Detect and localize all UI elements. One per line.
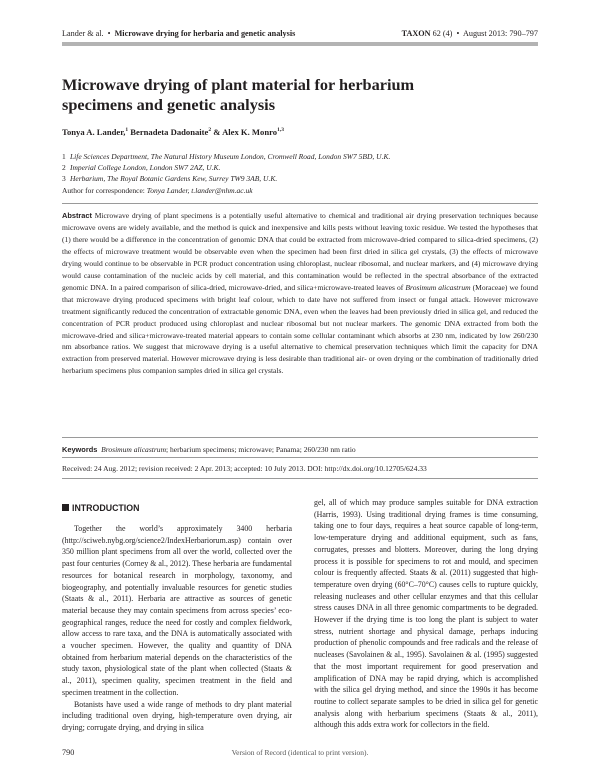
journal-issue: 62 (4) bbox=[432, 29, 453, 38]
body-paragraph: Botanists have used a wide range of methods to dry plant material including traditional oven drying, high-temperature oven drying, air drying; corrugate drying, and drying in silica bbox=[62, 699, 292, 732]
journal-name: TAXON bbox=[401, 29, 431, 38]
keywords-top-rule bbox=[62, 437, 538, 438]
page-number: 790 bbox=[62, 748, 75, 757]
affiliations bbox=[62, 151, 542, 196]
header-rule bbox=[62, 42, 538, 46]
keywords-species: Brosimum alicastrum bbox=[101, 445, 167, 454]
affiliation-text: Life Sciences Department, The Natural History Museum London, Cromwell Road, London SW7 5BD, U.K. bbox=[70, 152, 391, 161]
author-affil-sup: 1,3 bbox=[277, 127, 284, 133]
affiliation-number: 2 bbox=[62, 163, 66, 173]
body-paragraph: gel, all of which may produce samples suitable for DNA extraction (Harris, 1993). Using traditional drying frames is time consuming, taking one to four days, requires a heat source capable of long-term, low-temperature drying and additional equipment, such as fans, corrugates, presses and blotters. Moreover, during the long drying process it is possible for specimens to rot and mould, and specimen colour is frequently affected. Staats & al. (2011) suggested that high-temperature oven drying (60°C–70°C) causes cells to rupture quickly, releasing nucleases and other cellular enzymes and that this cellular stress causes DNA in all three genomic compartments to be degraded. However if the drying time is too long the plant is subject to water stress, nutrient shortage and physical damage, perhaps inducing production of phenolic compounds and free radicals and the release of nucleases (Savolainen & al., 1995). Savolainen & al. (1995) suggested that the most important requirement for good preservation and amplification of DNA may be rapid drying, which is accomplished with the silica gel drying method, and since the 1990s it has become routine to collect separate samples to be dried in silica gel for genetic analysis along with herbarium specimens (Staats & al., 2011), although this adds extra work for collectors in the field. bbox=[314, 498, 538, 730]
version-note: Version of Record (identical to print version). bbox=[231, 748, 369, 757]
abstract-text: (Moraceae) we found that microwave drying produced specimens with bright leaf colour, which to date have not suffered from insect or fungal attack. However microwave treatment significantly reduced the concentration of extractable genomic DNA, even when the leaves had been previously dried in silica gel, and reduced the concentration of PCR product produced using chloroplast and nuclear ribosomal but not nuclear markers. The genomic DNA extracted from both the microwave-dried and silica+microwave-treated material appears to contain some cellular contaminant which absorbs at 230 nm, indicated by low 260/230 nm absorbance ratios. We suggest that microwave drying is a useful alternative to chemical preservation techniques which limit the capacity for DNA extraction from preserved material. However microwave drying is less desirable than traditional air- or oven drying or the combination of traditionally dried herbarium specimens plus companion samples dried in silica gel crystals. bbox=[62, 282, 538, 376]
affiliation-text: Herbarium, The Royal Botanic Gardens Kew, Surrey TW9 3AB, U.K. bbox=[70, 174, 278, 184]
running-header-authors: Lander & al. bbox=[62, 29, 104, 38]
article-title: Microwave drying of plant material for herbarium specimens and genetic analysis bbox=[62, 75, 415, 114]
section-heading-introduction bbox=[62, 502, 139, 514]
abstract bbox=[62, 210, 538, 377]
author-name: Bernadeta Dadonaite bbox=[130, 126, 209, 137]
section-square-icon bbox=[62, 504, 69, 511]
running-header-left bbox=[62, 27, 295, 41]
affiliation bbox=[62, 151, 542, 162]
keywords-list: ; herbarium specimens; microwave; Panama; 260/230 nm ratio bbox=[166, 445, 356, 454]
received-top-rule bbox=[62, 457, 538, 458]
correspondence-label: Author for correspondence: bbox=[62, 185, 145, 195]
body-right-column bbox=[314, 497, 538, 731]
received-dates-doi[interactable]: Received: 24 Aug. 2012; revision received: 2 Apr. 2013; accepted: 10 July 2013. DOI: http://dx.doi.org/10.12705/624.33 bbox=[62, 464, 427, 473]
author-list bbox=[62, 124, 284, 138]
running-header bbox=[62, 27, 538, 41]
affiliation bbox=[62, 173, 542, 184]
author-name: Tonya A. Lander, bbox=[62, 126, 126, 137]
running-header-bullet-right: • bbox=[456, 29, 460, 38]
body-left-column bbox=[62, 497, 292, 734]
journal-date-pages: August 2013: 790–797 bbox=[462, 29, 538, 38]
running-header-short-title: Microwave drying for herbaria and genetic analysis bbox=[114, 29, 296, 38]
keywords-label: Keywords bbox=[62, 445, 98, 454]
author-name: & Alex K. Monro bbox=[213, 126, 278, 137]
keywords bbox=[62, 444, 538, 456]
correspondence bbox=[62, 185, 542, 196]
body-top-rule bbox=[62, 478, 538, 479]
affiliation-text: Imperial College London, London SW7 2AZ, U.K. bbox=[70, 163, 221, 173]
body-paragraph: Together the world’s approximately 3400 herbaria (http://sciweb.nybg.org/science2/IndexHerbariorum.asp) contain over 350 million plant specimens from all over the world, collected over the past four centuries (Corney & al., 2012). These herbaria are fundamental resources for botanical research in morphology, taxonomy, and biogeography, and potentially invaluable resources for genetic studies (Staats & al., 2011). Herbaria are attractive as sources of genetic material because they may contain specimens from across species’ eco-geographical ranges, reduce the need for costly and complex fieldwork, allow access to rare taxa, and the DNA is automatically associated with a voucher specimen. However, the quality and quantity of DNA obtained from herbarium material depends on the characteristics of the study taxon, physiological state of the plant when collected (Staats & al., 2011), specimen quality, specimen treatment in the field and specimen treatment in the collection. bbox=[62, 524, 292, 697]
section-heading-text: INTRODUCTION bbox=[72, 503, 140, 513]
correspondence-contact[interactable]: Tonya Lander, t.lander@nhm.ac.uk bbox=[146, 185, 253, 195]
abstract-top-rule bbox=[62, 203, 538, 204]
author-affil-sup: 1 bbox=[125, 127, 129, 133]
abstract-species-name: Brosimum alicastrum bbox=[405, 282, 471, 292]
running-header-right bbox=[402, 27, 538, 41]
affiliation-number: 1 bbox=[62, 152, 66, 161]
abstract-text: Microwave drying of plant specimens is a potentially useful alternative to chemical and traditional air drying preservation techniques because microwave ovens are widely available, and the method is quick and inexpensive and kills pests without leaving toxic residue. We tested the hypotheses that (1) there would be a difference in the concentration of genomic DNA that could be extracted from microwave-dried compared to silica-dried specimens, (2) the effects of microwave treatment would be observable even when the specimen had been first dried in silica gel crystals, (3) the effects of microwave drying would continue to be observable in PCR product concentration using chloroplast, nuclear ribosomal, and nuclear markers, and (4) microwave drying would cause contamination of the nucleic acids by cell material, and this contamination would be reflected in the spectral absorbance of the extracted genomic DNA. In a paired comparison of silica-dried, microwave-dried, and silica+microwave-treated leaves of bbox=[62, 211, 539, 292]
affiliation-number: 3 bbox=[62, 174, 66, 184]
running-header-bullet: • bbox=[107, 29, 111, 38]
author-affil-sup: 2 bbox=[208, 127, 212, 133]
abstract-label: Abstract bbox=[62, 211, 92, 220]
affiliation bbox=[62, 162, 542, 173]
